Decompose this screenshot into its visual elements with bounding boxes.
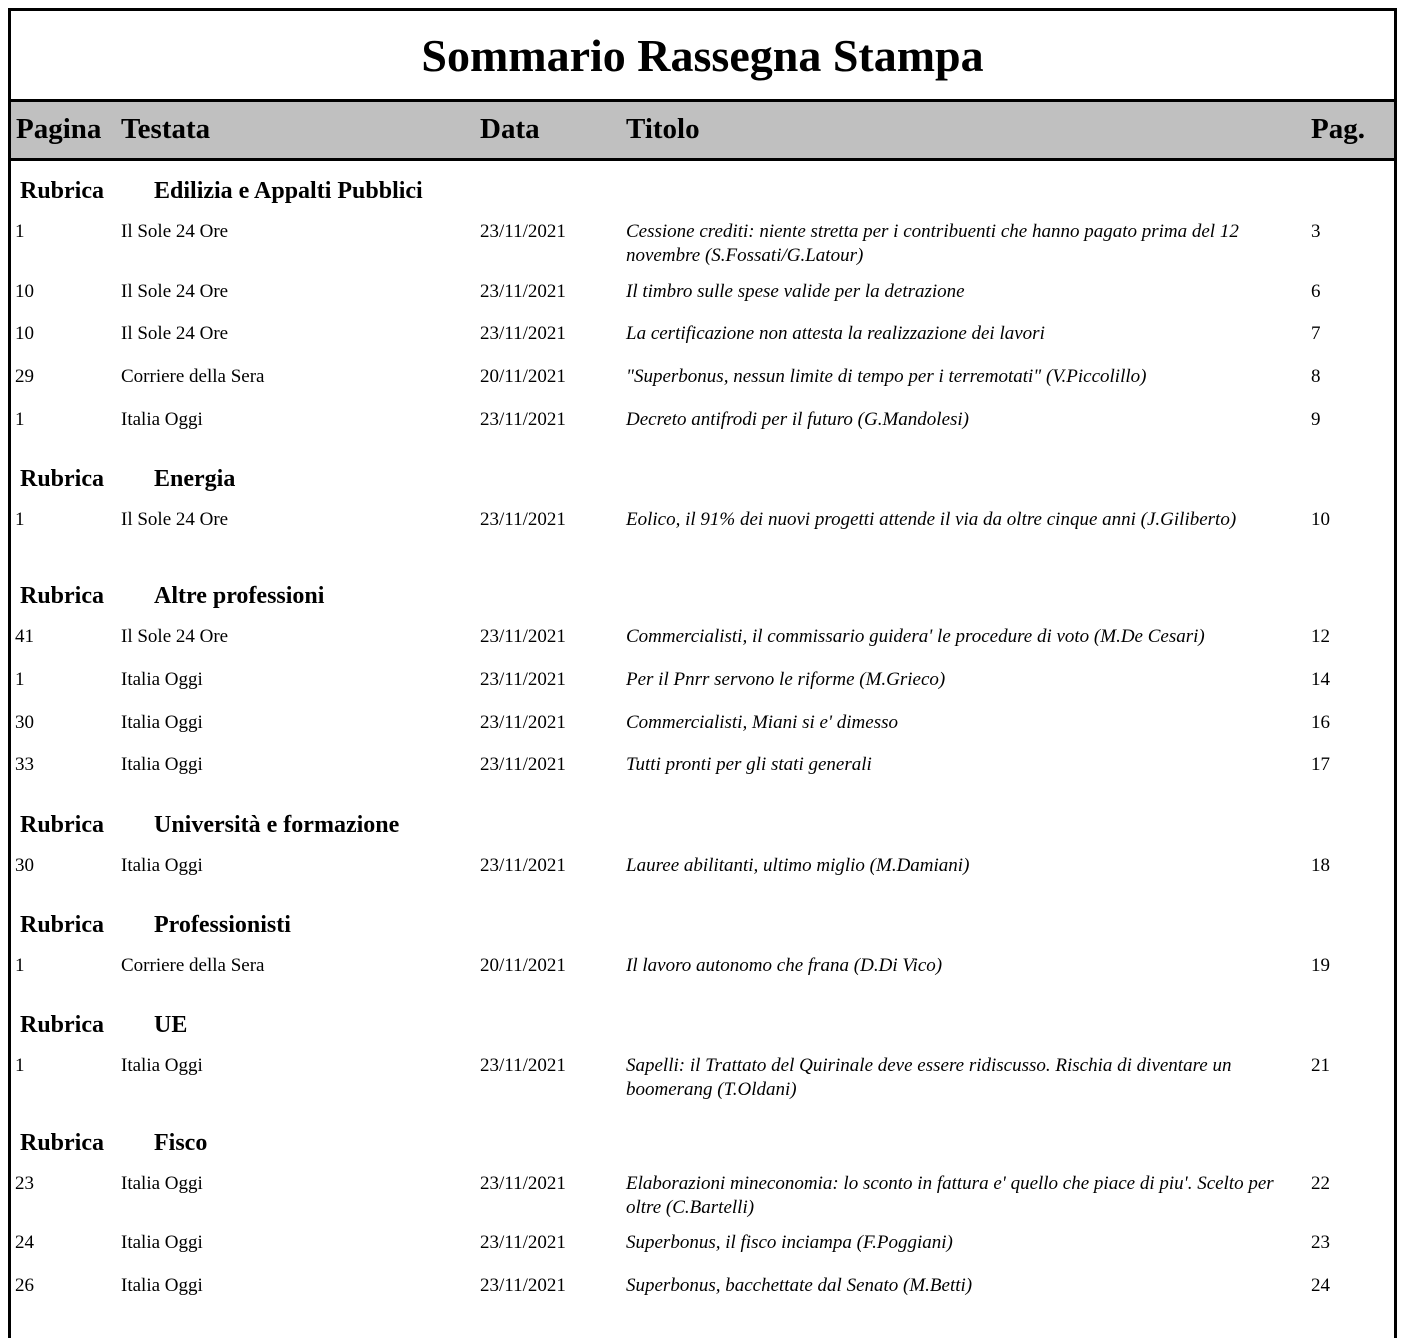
cell-testata: Italia Oggi — [121, 1173, 203, 1194]
cell-pagina: 1 — [15, 955, 25, 976]
section-label: Rubrica — [20, 912, 104, 938]
cell-pag: 24 — [1311, 1275, 1330, 1296]
cell-titolo: Commercialisti, il commissario guidera' le procedure di voto (M.De Cesari) — [626, 626, 1205, 647]
section-label: Rubrica — [20, 812, 104, 838]
cell-titolo: Tutti pronti per gli stati generali — [626, 754, 872, 775]
cell-data: 23/11/2021 — [480, 712, 566, 733]
cell-testata: Il Sole 24 Ore — [121, 323, 229, 344]
cell-testata: Il Sole 24 Ore — [121, 281, 229, 302]
section-name: UE — [154, 1012, 188, 1038]
cell-pag: 9 — [1311, 409, 1321, 430]
cell-testata: Italia Oggi — [121, 712, 203, 733]
cell-titolo: Lauree abilitanti, ultimo miglio (M.Damiani) — [626, 855, 970, 876]
section-heading — [11, 912, 1394, 942]
cell-data: 23/11/2021 — [480, 281, 566, 302]
cell-data: 20/11/2021 — [480, 366, 566, 387]
cell-testata: Il Sole 24 Ore — [121, 509, 229, 530]
section-heading — [11, 1012, 1394, 1042]
cell-testata: Italia Oggi — [121, 1275, 203, 1296]
cell-pag: 14 — [1311, 669, 1330, 690]
cell-data: 23/11/2021 — [480, 1232, 566, 1253]
section-heading — [11, 583, 1394, 613]
cell-pag: 18 — [1311, 855, 1330, 876]
cell-data: 23/11/2021 — [480, 509, 566, 530]
cell-titolo: La certificazione non attesta la realizzazione dei lavori — [626, 323, 1045, 344]
cell-titolo: Elaborazioni mineconomia: lo sconto in fattura e' quello che piace di piu'. Scelto per oltre (C.Bartelli) — [626, 1173, 1274, 1218]
section-heading — [11, 812, 1394, 842]
cell-pagina: 30 — [15, 855, 34, 876]
cell-titolo: Superbonus, il fisco inciampa (F.Poggiani) — [626, 1232, 953, 1253]
header-data: Data — [480, 113, 540, 145]
cell-pag: 16 — [1311, 712, 1330, 733]
cell-pagina: 1 — [15, 1055, 25, 1076]
cell-pagina: 10 — [15, 323, 34, 344]
cell-titolo: Il timbro sulle spese valide per la detrazione — [626, 281, 965, 302]
section-label: Rubrica — [20, 1130, 104, 1156]
cell-pagina: 10 — [15, 281, 34, 302]
document-frame — [8, 8, 1397, 1338]
header-pag: Pag. — [1311, 113, 1365, 145]
cell-testata: Italia Oggi — [121, 855, 203, 876]
cell-data: 20/11/2021 — [480, 955, 566, 976]
page-title: Sommario Rassegna Stampa — [421, 29, 984, 81]
cell-data: 23/11/2021 — [480, 626, 566, 647]
cell-data: 23/11/2021 — [480, 323, 566, 344]
cell-titolo: Decreto antifrodi per il futuro (G.Mandolesi) — [626, 409, 970, 430]
cell-pagina: 41 — [15, 626, 34, 647]
cell-pagina: 1 — [15, 409, 25, 430]
cell-testata: Il Sole 24 Ore — [121, 221, 229, 242]
section-label: Rubrica — [20, 1012, 104, 1038]
cell-titolo: Il lavoro autonomo che frana (D.Di Vico) — [626, 955, 943, 976]
header-pagina: Pagina — [16, 113, 102, 145]
cell-testata: Italia Oggi — [121, 669, 203, 690]
cell-pagina: 30 — [15, 712, 34, 733]
cell-pagina: 1 — [15, 669, 25, 690]
cell-pag: 8 — [1311, 366, 1321, 387]
cell-pagina: 29 — [15, 366, 34, 387]
cell-pag: 6 — [1311, 281, 1321, 302]
cell-titolo: Per il Pnrr servono le riforme (M.Grieco) — [626, 669, 946, 690]
cell-pag: 12 — [1311, 626, 1330, 647]
cell-testata: Il Sole 24 Ore — [121, 626, 229, 647]
cell-pag: 10 — [1311, 509, 1330, 530]
cell-data: 23/11/2021 — [480, 409, 566, 430]
cell-titolo: Cessione crediti: niente stretta per i contribuenti che hanno pagato prima del 12 novembre (S.Fossati/G.Latour) — [626, 221, 1239, 266]
section-label: Rubrica — [20, 583, 104, 609]
cell-pag: 3 — [1311, 221, 1321, 242]
cell-testata: Corriere della Sera — [121, 955, 265, 976]
cell-testata: Italia Oggi — [121, 409, 203, 430]
cell-pagina: 33 — [15, 754, 34, 775]
section-name: Altre professioni — [154, 583, 325, 609]
cell-pag: 19 — [1311, 955, 1330, 976]
cell-titolo: Commercialisti, Miani si e' dimesso — [626, 712, 898, 733]
cell-pag: 7 — [1311, 323, 1321, 344]
cell-testata: Italia Oggi — [121, 1232, 203, 1253]
cell-data: 23/11/2021 — [480, 1173, 566, 1194]
cell-pagina: 24 — [15, 1232, 34, 1253]
cell-data: 23/11/2021 — [480, 855, 566, 876]
cell-titolo: Superbonus, bacchettate dal Senato (M.Betti) — [626, 1275, 973, 1296]
cell-testata: Corriere della Sera — [121, 366, 265, 387]
cell-titolo: "Superbonus, nessun limite di tempo per i terremotati" (V.Piccolillo) — [626, 366, 1147, 387]
section-heading — [11, 466, 1394, 496]
header-testata: Testata — [121, 113, 211, 145]
table-header — [11, 99, 1394, 161]
section-name: Energia — [154, 466, 236, 492]
section-label: Rubrica — [20, 178, 104, 204]
cell-data: 23/11/2021 — [480, 1055, 566, 1076]
section-name: Fisco — [154, 1130, 208, 1156]
section-heading — [11, 1130, 1394, 1160]
cell-data: 23/11/2021 — [480, 669, 566, 690]
section-name: Professionisti — [154, 912, 291, 938]
cell-pag: 22 — [1311, 1173, 1330, 1194]
cell-pagina: 23 — [15, 1173, 34, 1194]
section-heading — [11, 178, 1394, 208]
cell-titolo: Sapelli: il Trattato del Quirinale deve essere ridiscusso. Rischia di diventare un boomerang (T.Oldani) — [626, 1055, 1232, 1100]
cell-pag: 17 — [1311, 754, 1330, 775]
cell-testata: Italia Oggi — [121, 1055, 203, 1076]
cell-pag: 23 — [1311, 1232, 1330, 1253]
cell-data: 23/11/2021 — [480, 1275, 566, 1296]
section-name: Edilizia e Appalti Pubblici — [154, 178, 423, 204]
cell-data: 23/11/2021 — [480, 754, 566, 775]
section-name: Università e formazione — [154, 812, 400, 838]
cell-titolo: Eolico, il 91% dei nuovi progetti attende il via da oltre cinque anni (J.Giliberto) — [626, 509, 1237, 530]
cell-data: 23/11/2021 — [480, 221, 566, 242]
section-label: Rubrica — [20, 466, 104, 492]
cell-pagina: 26 — [15, 1275, 34, 1296]
header-titolo: Titolo — [626, 113, 700, 145]
cell-pagina: 1 — [15, 509, 25, 530]
cell-pagina: 1 — [15, 221, 25, 242]
cell-pag: 21 — [1311, 1055, 1330, 1076]
cell-testata: Italia Oggi — [121, 754, 203, 775]
